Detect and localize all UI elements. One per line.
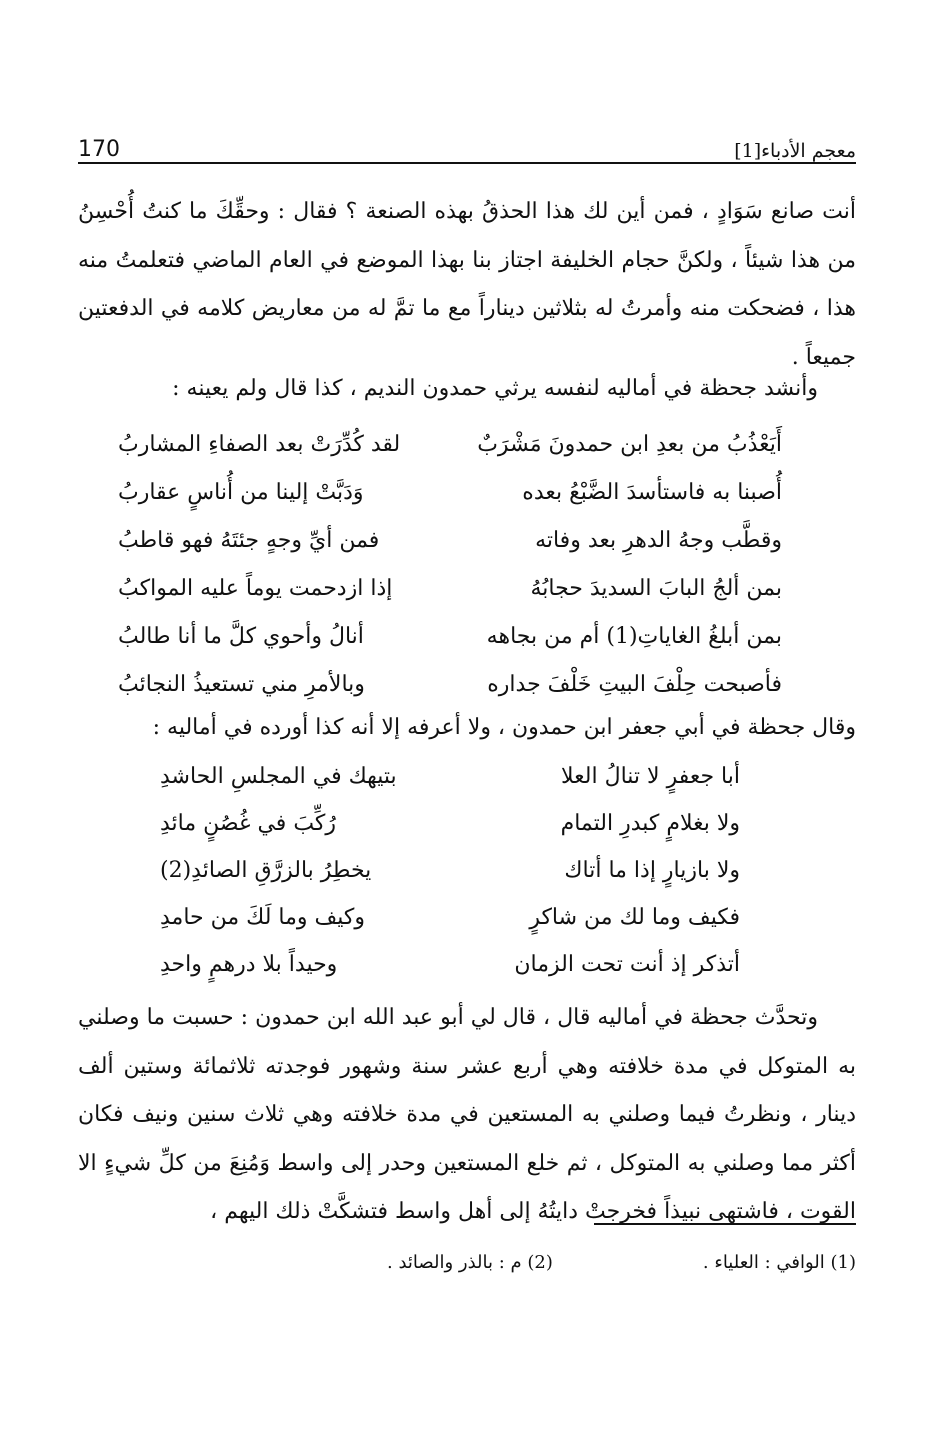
first-hemistich: بمن ألجُ البابَ السديدَ حجابُهُ <box>530 576 782 601</box>
first-hemistich: أبا جعفرٍ لا تنالُ العلا <box>561 764 740 789</box>
first-hemistich: ولا بغلامٍ كبدرِ التمام <box>560 811 740 836</box>
poem-2-verse <box>160 800 740 847</box>
first-hemistich: أتذكر إذ أنت تحت الزمان <box>514 952 740 977</box>
footnote-2: (2) م : بالذر والصائد . <box>387 1252 553 1273</box>
first-hemistich: أَيَعْذُبُ من بعدِ ابن حمدونَ مَشْرَبٌ <box>477 432 782 457</box>
poem-2-intro-text: وقال جحظة في أبي جعفر ابن حمدون ، ولا أعرفه إلا أنه كذا أورده في أماليه : <box>152 715 856 740</box>
second-hemistich: لقد كُدِّرَتْ بعد الصفاءِ المشاربُ <box>118 432 401 457</box>
first-hemistich: أُصبنا به فاستأسدَ الضَّبْعُ بعده <box>522 480 782 505</box>
poem-1-verse <box>118 517 782 565</box>
first-hemistich: فأصبحت حِلْفَ البيتِ خَلْفَ جداره <box>487 672 782 697</box>
footnote-1: (1) الوافي : العلياء . <box>702 1252 856 1273</box>
poem-2-intro <box>78 704 856 753</box>
footnotes <box>387 1252 856 1273</box>
paragraph-1 <box>78 188 856 382</box>
second-hemistich: أنالُ وأحوي كلَّ ما أنا طالبُ <box>118 624 364 649</box>
poem-2-verse <box>160 847 740 894</box>
poem-1-verse <box>118 565 782 613</box>
second-hemistich: وَدَبَّتْ إلينا من أُناسٍ عقاربُ <box>118 480 364 505</box>
second-hemistich: بتيهك في المجلسِ الحاشدِ <box>160 764 397 789</box>
second-hemistich: إذا ازدحمت يوماً عليه المواكبُ <box>118 576 393 601</box>
first-hemistich: بمن أبلغُ الغاياتِ(1) أم من بجاهه <box>486 624 782 649</box>
paragraph-2 <box>78 994 856 1237</box>
poem-1-verse <box>118 613 782 661</box>
second-hemistich: فمن أيِّ وجهٍ جئتَهُ فهو قاطبُ <box>118 528 380 553</box>
poem-1-verse <box>118 469 782 517</box>
second-hemistich: وحيداً بلا درهمٍ واحدِ <box>160 952 338 977</box>
first-hemistich: وقطَّب وجهُ الدهرِ بعد وفاته <box>535 528 782 553</box>
first-hemistich: ولا بازيارٍ إذا ما أتاك <box>564 858 740 883</box>
poem-2-verse <box>160 894 740 941</box>
poem-2-verse <box>160 753 740 800</box>
paragraph-2-text: وتحدَّث جحظة في أماليه قال ، قال لي أبو عبد الله ابن حمدون : حسبت ما وصلني به المتوكل في مدة خلافته وهي أربع عشر سنة وشهور فوجدته ثلاثمائة وستين ألف دينار ، ونظرتُ فيما وصلني به المستعين في مدة خلافته وهي ثلاث سنين ونيف فكان أكثر مما وصلني به المتوكل ، ثم خلع المستعين وحدر إلى واسط وَمُنِعَ من كلِّ شيءٍ الا القوت ، فاشتهى نبيذاً فخرجتْ دايتُهُ إلى أهل واسط فتشكَّتْ ذلك اليهم ، <box>78 1005 856 1224</box>
page-number: 170 <box>78 137 120 162</box>
first-hemistich: فكيف وما لك من شاكرٍ <box>529 905 740 930</box>
page-header <box>78 126 856 164</box>
poem-1-verse <box>118 421 782 469</box>
second-hemistich: يخطِرُ بالزرَّقِ الصائدِ(2) <box>160 858 372 883</box>
second-hemistich: رُكِّبَ في غُصُنٍ مائدِ <box>160 811 337 836</box>
poem-1-verse <box>118 661 782 709</box>
second-hemistich: وكيف وما لَكَ من حامدِ <box>160 905 366 930</box>
paragraph-1-text: أنت صانع سَوَادٍ ، فمن أين لك هذا الحذقُ بهذه الصنعة ؟ فقال : وحقِّكَ ما كنتُ أُحْسِنُ من هذا شيئاً ، ولكنَّ حجام الخليفة اجتاز بنا بهذا الموضع في العام الماضي فتعلمتُ منه هذا ، فضحكت منه وأمرتُ له بثلاثين ديناراً مع ما تمَّ له من معاريض كلامه في الدفعتين جميعاً . <box>78 199 856 370</box>
poem-2 <box>160 753 740 988</box>
footnote-divider <box>594 1223 856 1225</box>
poem-2-verse <box>160 941 740 988</box>
second-hemistich: وبالأمرِ مني تستعيذُ النجائبُ <box>118 672 365 697</box>
poem-1-intro-text: وأنشد جحظة في أماليه لنفسه يرثي حمدون النديم ، كذا قال ولم يعينه : <box>172 376 818 401</box>
book-title: معجم الأدباء[1] <box>734 140 856 162</box>
poem-1 <box>118 421 782 709</box>
poem-1-intro <box>78 365 856 414</box>
